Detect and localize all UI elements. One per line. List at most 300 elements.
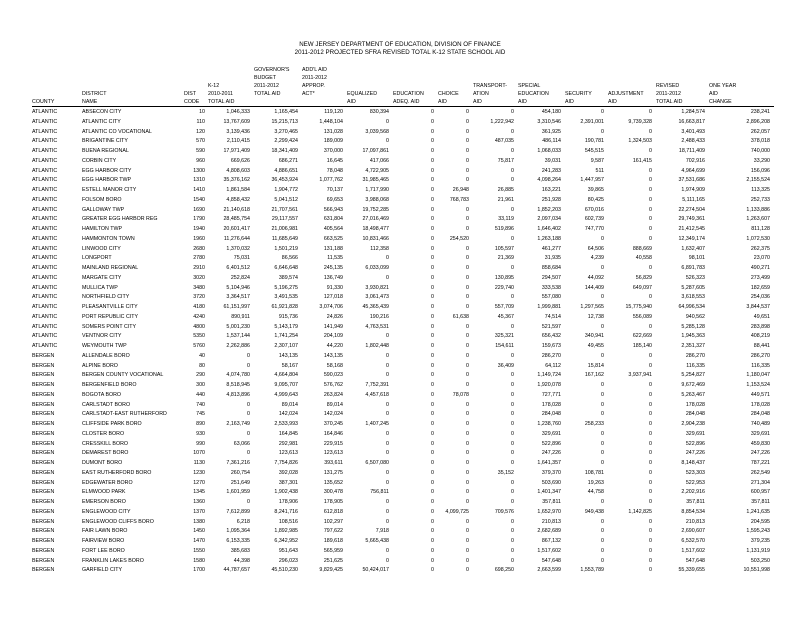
column-header <box>82 82 184 90</box>
amount-cell: 3,270,465 <box>274 128 298 135</box>
amount-cell: 545,515 <box>584 148 604 154</box>
amount-cell: 0 <box>649 479 652 486</box>
aid-table <box>32 66 774 576</box>
column-header <box>347 66 393 74</box>
amount-cell: 88,441 <box>753 343 770 349</box>
column-header <box>438 74 473 82</box>
amount-cell: 130,895 <box>494 274 514 281</box>
amount-cell: 135,652 <box>323 479 343 486</box>
amount-cell: 0 <box>649 294 652 301</box>
amount-cell: 182,659 <box>750 284 770 291</box>
amount-cell: 21,707,561 <box>271 206 298 213</box>
amount-cell: 0 <box>247 352 250 359</box>
amount-cell: 0 <box>466 401 469 408</box>
column-header <box>254 98 302 107</box>
amount-cell: 1,370,032 <box>226 245 250 252</box>
table-row <box>32 401 774 411</box>
amount-cell: 393,611 <box>324 460 343 466</box>
district-name-cell: VENTNOR CITY <box>82 333 122 340</box>
amount-cell: 0 <box>466 245 469 252</box>
amount-cell: 590,023 <box>323 372 343 379</box>
amount-cell: 0 <box>431 206 434 213</box>
amount-cell: 1,652,970 <box>537 508 561 515</box>
amount-cell: 1,641,357 <box>537 460 561 466</box>
amount-cell: 1,601,959 <box>226 489 250 496</box>
amount-cell: 3,364,517 <box>226 294 250 301</box>
amount-cell: 0 <box>431 567 434 574</box>
amount-cell: 0 <box>466 352 469 359</box>
amount-cell: 0 <box>431 411 434 418</box>
column-header: 2011-2012 <box>656 91 681 97</box>
amount-cell: 286,270 <box>750 352 770 359</box>
amount-cell: 263,824 <box>323 391 343 398</box>
amount-cell: 1,180,047 <box>746 372 770 379</box>
amount-cell: 185,140 <box>632 343 652 349</box>
table-row <box>32 313 774 323</box>
column-header <box>565 74 608 82</box>
column-header: REVISED <box>656 83 680 89</box>
county-cell: BERGEN <box>32 440 55 447</box>
amount-cell: 300,478 <box>323 489 343 496</box>
amount-cell: 0 <box>511 177 514 184</box>
amount-cell: 389,574 <box>278 274 298 281</box>
amount-cell: 0 <box>431 109 434 115</box>
district-code-cell: 590 <box>196 148 205 154</box>
amount-cell: 0 <box>511 440 514 447</box>
table-row <box>32 557 774 567</box>
county-cell: ATLANTIC <box>32 343 58 349</box>
county-cell: BERGEN <box>32 391 55 398</box>
amount-cell: 461,277 <box>541 245 561 252</box>
amount-cell: 1,595,243 <box>746 528 770 535</box>
amount-cell: 2,163,749 <box>226 421 250 427</box>
amount-cell: 0 <box>511 489 514 496</box>
table-row <box>32 274 774 284</box>
table-row <box>32 537 774 547</box>
county-cell: BERGEN <box>32 352 55 359</box>
column-header <box>32 74 82 82</box>
amount-cell: 521,597 <box>541 323 561 330</box>
amount-cell: 576,762 <box>323 382 343 388</box>
amount-cell: 247,226 <box>750 450 770 457</box>
amount-cell: 0 <box>386 352 389 359</box>
table-row <box>32 410 774 420</box>
amount-cell: 0 <box>601 323 604 330</box>
column-header <box>82 74 184 82</box>
amount-cell: 113,325 <box>751 187 770 193</box>
amount-cell: 0 <box>601 450 604 457</box>
column-header: TOTAL AID <box>656 98 709 107</box>
amount-cell: 1,142,825 <box>628 508 652 515</box>
amount-cell: 33,290 <box>753 157 770 164</box>
amount-cell: 229,915 <box>323 440 343 447</box>
amount-cell: 164,846 <box>323 430 343 437</box>
amount-cell: 1,131,919 <box>746 547 770 554</box>
amount-cell: 2,307,107 <box>274 343 298 349</box>
amount-cell: 49,455 <box>587 343 604 349</box>
amount-cell: 178,028 <box>541 401 561 408</box>
amount-cell: 0 <box>466 528 469 535</box>
amount-cell: 1,077,762 <box>319 177 343 184</box>
amount-cell: 6,033,099 <box>365 265 389 271</box>
amount-cell: 1,999,881 <box>537 304 561 310</box>
amount-cell: 6,532,570 <box>681 538 705 544</box>
amount-cell: 0 <box>466 421 469 427</box>
amount-cell: 0 <box>386 547 389 554</box>
amount-cell: 131,188 <box>323 245 343 252</box>
amount-cell: 5,041,512 <box>274 196 298 203</box>
amount-cell: 247,226 <box>685 450 705 457</box>
amount-cell: 20,601,417 <box>223 226 250 232</box>
amount-cell: 0 <box>649 235 652 242</box>
amount-cell: 1,241,635 <box>746 508 770 515</box>
amount-cell: 3,491,535 <box>274 294 298 301</box>
amount-cell: 378,018 <box>750 138 770 145</box>
amount-cell: 2,202,916 <box>681 489 705 496</box>
amount-cell: 16,663,817 <box>678 118 705 125</box>
amount-cell: 2,904,238 <box>681 421 705 427</box>
district-code-cell: 2910 <box>193 265 205 271</box>
amount-cell: 75,817 <box>497 157 514 164</box>
amount-cell: 333,538 <box>541 284 561 291</box>
amount-cell: 24,826 <box>326 313 343 320</box>
amount-cell: 0 <box>386 255 389 262</box>
amount-cell: 7,918 <box>375 528 389 535</box>
amount-cell: 0 <box>431 245 434 252</box>
column-header: ACT* <box>302 91 315 97</box>
amount-cell: 9,095,707 <box>274 382 298 388</box>
amount-cell: 3,937,941 <box>628 372 652 379</box>
amount-cell: 0 <box>649 567 652 574</box>
district-name-cell: EGG HARBOR TWP <box>82 177 132 184</box>
column-header: ADEQ. AID <box>393 98 438 107</box>
amount-cell: 0 <box>386 469 389 476</box>
amount-cell: 5,254,827 <box>681 372 705 379</box>
district-name-cell: BOGOTA BORO <box>82 391 122 398</box>
amount-cell: 0 <box>431 382 434 388</box>
amount-cell: 0 <box>431 128 434 135</box>
amount-cell: 0 <box>601 352 604 359</box>
amount-cell: 0 <box>431 508 434 515</box>
amount-cell: 3,139,436 <box>226 128 250 135</box>
amount-cell: 3,310,546 <box>537 118 561 125</box>
amount-cell: 649,097 <box>632 284 652 291</box>
amount-cell: 0 <box>431 372 434 379</box>
amount-cell: 1,717,990 <box>365 187 389 193</box>
district-code-cell: 2680 <box>193 245 205 252</box>
amount-cell: 44,787,657 <box>223 567 250 574</box>
district-name-cell: GREATER EGG HARBOR REG <box>82 216 158 223</box>
amount-cell: 91,330 <box>326 284 343 291</box>
amount-cell: 0 <box>466 489 469 496</box>
amount-cell: 31,985,465 <box>362 177 389 184</box>
column-header <box>347 74 393 82</box>
district-name-cell: DUMONT BORO <box>82 460 123 466</box>
amount-cell: 105,597 <box>494 245 514 252</box>
column-header <box>709 66 774 74</box>
district-code-cell: 5760 <box>193 343 205 349</box>
amount-cell: 888,669 <box>632 245 652 252</box>
amount-cell: 0 <box>601 401 604 408</box>
amount-cell: 0 <box>431 430 434 437</box>
amount-cell: 329,691 <box>750 430 770 437</box>
amount-cell: 756,811 <box>370 489 389 496</box>
amount-cell: 260,754 <box>230 469 250 476</box>
amount-cell: 2,155,524 <box>746 177 770 184</box>
amount-cell: 0 <box>466 255 469 262</box>
amount-cell: 210,813 <box>541 518 561 525</box>
amount-cell: 143,135 <box>323 352 343 359</box>
amount-cell: 740,489 <box>750 421 770 427</box>
amount-cell: 1,072,530 <box>746 235 770 242</box>
amount-cell: 61,638 <box>452 313 469 320</box>
amount-cell: 64,506 <box>587 245 604 252</box>
amount-cell: 0 <box>431 557 434 564</box>
amount-cell: 361,925 <box>541 128 561 135</box>
amount-cell: 566,943 <box>323 206 343 213</box>
amount-cell: 612,818 <box>323 508 343 515</box>
amount-cell: 2,682,689 <box>537 528 561 535</box>
amount-cell: 58,167 <box>281 362 298 369</box>
amount-cell: 131,275 <box>323 469 343 476</box>
amount-cell: 0 <box>649 528 652 535</box>
column-header: 2011-2012 <box>302 75 327 81</box>
district-code-cell: 960 <box>196 157 205 164</box>
amount-cell: 80,425 <box>587 196 604 203</box>
column-header: TRANSPORT- <box>473 83 508 89</box>
county-cell: BERGEN <box>32 362 55 369</box>
district-code-cell: 40 <box>199 352 205 359</box>
amount-cell: 915,736 <box>278 313 298 320</box>
column-header <box>518 74 565 82</box>
amount-cell: 0 <box>431 421 434 427</box>
amount-cell: 0 <box>466 538 469 544</box>
amount-cell: 78,078 <box>452 391 469 398</box>
amount-cell: 0 <box>431 440 434 447</box>
table-row <box>32 186 774 196</box>
column-header: APPROP. <box>302 83 325 89</box>
amount-cell: 26,885 <box>497 187 514 193</box>
column-header: DIST <box>184 91 197 97</box>
amount-cell: 454,180 <box>541 109 561 115</box>
amount-cell: 0 <box>466 382 469 388</box>
amount-cell: 15,215,713 <box>271 118 298 125</box>
amount-cell: 0 <box>431 362 434 369</box>
amount-cell: 2,533,993 <box>274 421 298 427</box>
column-header: TOTAL AID <box>254 91 281 97</box>
column-header: ADJUSTMENT <box>608 91 644 97</box>
amount-cell: 0 <box>601 235 604 242</box>
district-name-cell: GALLOWAY TWP <box>82 206 125 213</box>
amount-cell: 0 <box>466 430 469 437</box>
county-cell: BERGEN <box>32 411 55 418</box>
table-row <box>32 245 774 255</box>
table-row <box>32 284 774 294</box>
county-cell: ATLANTIC <box>32 167 58 174</box>
amount-cell: 1,263,188 <box>537 235 561 242</box>
amount-cell: 1,447,957 <box>580 177 604 184</box>
amount-cell: 13,767,609 <box>223 118 250 125</box>
amount-cell: 523,303 <box>685 469 705 476</box>
amount-cell: 4,239 <box>590 255 604 262</box>
amount-cell: 254,036 <box>750 294 770 301</box>
amount-cell: 0 <box>386 450 389 457</box>
amount-cell: 547,648 <box>685 557 705 564</box>
amount-cell: 1,632,407 <box>681 245 705 252</box>
amount-cell: 2,391,001 <box>580 118 604 125</box>
amount-cell: 768,783 <box>449 196 469 203</box>
amount-cell: 1,153,524 <box>746 382 770 388</box>
table-row <box>32 225 774 235</box>
table-row <box>32 303 774 313</box>
amount-cell: 0 <box>511 148 514 154</box>
amount-cell: 112,358 <box>370 245 389 252</box>
amount-cell: 0 <box>511 547 514 554</box>
amount-cell: 370,245 <box>323 421 343 427</box>
amount-cell: 0 <box>601 518 604 525</box>
district-code-cell: 110 <box>196 118 205 125</box>
amount-cell: 189,618 <box>323 538 343 544</box>
amount-cell: 0 <box>511 352 514 359</box>
amount-cell: 0 <box>431 352 434 359</box>
amount-cell: 0 <box>247 450 250 457</box>
amount-cell: 4,763,531 <box>365 323 389 330</box>
amount-cell: 31,935 <box>544 255 561 262</box>
amount-cell: 116,335 <box>686 362 705 369</box>
amount-cell: 1,149,724 <box>537 372 561 379</box>
header-row <box>32 90 774 98</box>
amount-cell: 286,270 <box>685 352 705 359</box>
amount-cell: 0 <box>511 450 514 457</box>
amount-cell: 6,401,512 <box>226 265 250 271</box>
district-name-cell: LONGPORT <box>82 255 112 262</box>
amount-cell: 0 <box>466 284 469 291</box>
district-name-cell: SOMERS POINT CITY <box>82 323 137 330</box>
amount-cell: 1,133,886 <box>746 206 770 213</box>
amount-cell: 1,324,503 <box>628 138 652 145</box>
district-name-cell: MARGATE CITY <box>82 274 122 281</box>
district-code-cell: 1550 <box>193 547 205 554</box>
column-header <box>473 66 518 74</box>
amount-cell: 35,152 <box>497 469 514 476</box>
amount-cell: 1,407,245 <box>365 421 389 427</box>
amount-cell: 4,457,618 <box>365 391 389 398</box>
amount-cell: 0 <box>431 304 434 310</box>
amount-cell: 252,824 <box>230 274 250 281</box>
amount-cell: 797,622 <box>323 528 343 535</box>
amount-cell: 204,109 <box>323 333 343 340</box>
amount-cell: 78,048 <box>326 167 343 174</box>
amount-cell: 0 <box>466 157 469 164</box>
amount-cell: 86,566 <box>281 255 298 262</box>
amount-cell: 50,424,017 <box>362 567 389 574</box>
amount-cell: 0 <box>601 382 604 388</box>
amount-cell: 0 <box>649 323 652 330</box>
column-header: AID <box>608 98 656 107</box>
amount-cell: 0 <box>386 508 389 515</box>
amount-cell: 0 <box>431 528 434 535</box>
county-cell: BERGEN <box>32 421 55 427</box>
amount-cell: 1,046,333 <box>226 109 250 115</box>
amount-cell: 0 <box>466 372 469 379</box>
amount-cell: 686,271 <box>278 157 298 164</box>
amount-cell: 204,595 <box>750 518 770 525</box>
district-code-cell: 1960 <box>193 235 205 242</box>
amount-cell: 241,283 <box>541 167 561 174</box>
amount-cell: 0 <box>386 362 389 369</box>
amount-cell: 547,648 <box>541 557 561 564</box>
amount-cell: 0 <box>466 216 469 223</box>
amount-cell: 0 <box>431 255 434 262</box>
amount-cell: 1,238,760 <box>537 421 561 427</box>
county-cell: BERGEN <box>32 528 55 535</box>
amount-cell: 123,613 <box>323 450 343 457</box>
amount-cell: 0 <box>601 411 604 418</box>
amount-cell: 0 <box>649 518 652 525</box>
amount-cell: 247,226 <box>541 450 561 457</box>
amount-cell: 357,811 <box>542 499 561 505</box>
table-row <box>32 449 774 459</box>
amount-cell: 663,525 <box>323 235 343 242</box>
amount-cell: 12,738 <box>587 313 604 320</box>
amount-cell: 379,370 <box>541 469 561 476</box>
table-row <box>32 488 774 498</box>
district-name-cell: FORT LEE BORO <box>82 547 125 554</box>
amount-cell: 503,250 <box>750 557 770 564</box>
amount-cell: 702,916 <box>685 157 705 164</box>
county-cell: ATLANTIC <box>32 313 58 320</box>
amount-cell: 0 <box>431 265 434 271</box>
amount-cell: 0 <box>431 343 434 349</box>
amount-cell: 44,092 <box>587 274 604 281</box>
column-header <box>347 82 393 90</box>
district-code-cell: 1540 <box>193 196 205 203</box>
amount-cell: 0 <box>466 265 469 271</box>
county-cell: BERGEN <box>32 450 55 457</box>
amount-cell: 622,669 <box>632 333 652 340</box>
amount-cell: 811,128 <box>751 226 770 232</box>
column-header: DISTRICT <box>82 91 107 97</box>
district-code-cell: 990 <box>196 440 205 447</box>
column-header: AID <box>473 98 518 107</box>
amount-cell: 0 <box>649 177 652 184</box>
amount-cell: 123,613 <box>278 450 298 457</box>
amount-cell: 8,148,437 <box>681 460 705 466</box>
district-code-cell: 740 <box>196 401 205 408</box>
amount-cell: 294,507 <box>541 274 561 281</box>
amount-cell: 0 <box>431 138 434 145</box>
amount-cell: 21,140,618 <box>223 206 250 213</box>
table-row <box>32 352 774 362</box>
column-header: CHOICE <box>438 91 459 97</box>
table-row <box>32 381 774 391</box>
amount-cell: 7,612,899 <box>226 508 250 515</box>
column-header: AID <box>438 98 473 107</box>
amount-cell: 0 <box>466 469 469 476</box>
amount-cell: 136,749 <box>323 274 343 281</box>
county-cell: BERGEN <box>32 479 55 486</box>
county-cell: ATLANTIC <box>32 157 58 164</box>
district-name-cell: CARLSTADT-EAST RUTHERFORD <box>82 411 167 418</box>
amount-cell: 0 <box>386 118 389 125</box>
amount-cell: 0 <box>649 196 652 203</box>
amount-cell: 0 <box>511 518 514 525</box>
amount-cell: 0 <box>466 450 469 457</box>
amount-cell: 0 <box>386 372 389 379</box>
amount-cell: 4,722,905 <box>365 167 389 174</box>
amount-cell: 8,518,945 <box>226 382 250 388</box>
amount-cell: 370,000 <box>323 148 343 154</box>
